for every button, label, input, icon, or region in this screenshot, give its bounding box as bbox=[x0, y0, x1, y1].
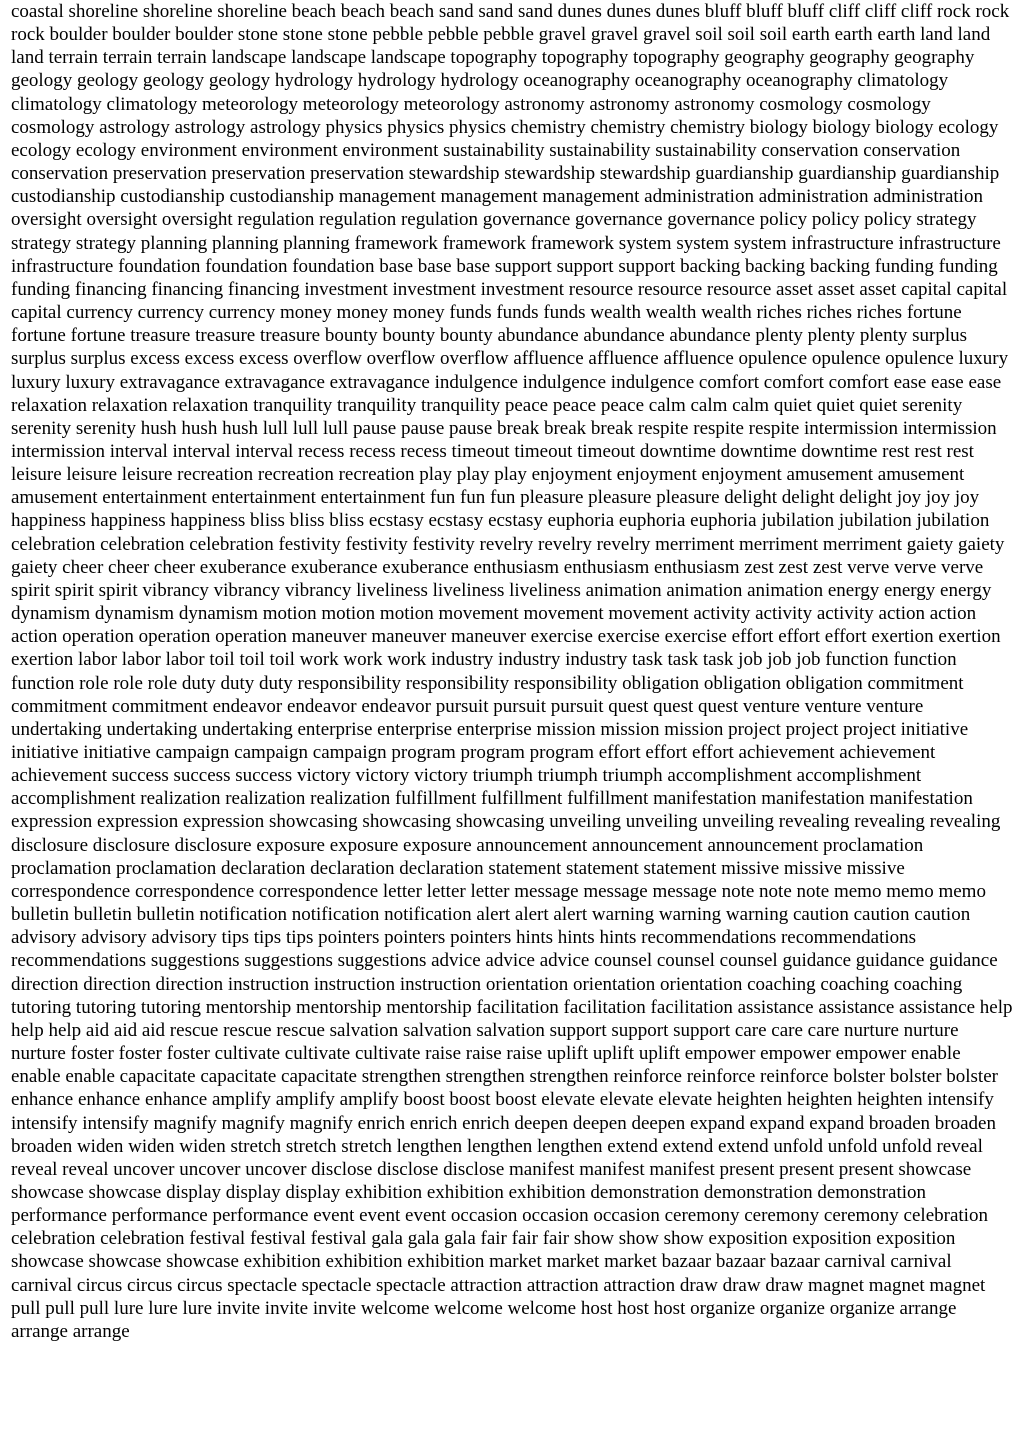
document-body-text: coastal shoreline shoreline shoreline beach beach beach sand sand sand dunes dunes dunes bluff bluff bluff cliff cliff cliff rock rock rock boulder boulder boulder stone stone stone pebble pebble pebble gravel gravel gravel soil soil soil earth earth earth land land land terrain terrain terrain landscape landscape landscape topography topography topography geography geography geography geology geology geology geology hydrology hydrology hydrology oceanography oceanography oceanography climatology climatology climatology meteorology meteorology meteorology astronomy astronomy astronomy cosmology cosmology cosmology astrology astrology astrology physics physics physics chemistry chemistry chemistry biology biology biology ecology ecology ecology environment environment environment sustainability sustainability sustainability conservation conservation conservation preservation preservation preservation stewardship stewardship stewardship guardianship guardianship guardianship custodianship custodianship custodianship management management management administration administration administration oversight oversight oversight regulation regulation regulation governance governance governance policy policy policy strategy strategy strategy planning planning planning framework framework framework system system system infrastructure infrastructure infrastructure foundation foundation foundation base base base support support support backing backing backing funding funding funding financing financing financing investment investment investment resource resource resource asset asset asset capital capital capital currency currency currency money money money funds funds funds wealth wealth wealth riches riches riches fortune fortune fortune treasure treasure treasure bounty bounty bounty abundance abundance abundance plenty plenty plenty surplus surplus surplus excess excess excess overflow overflow overflow affluence affluence affluence opulence opulence opulence luxury luxury luxury extravagance extravagance extravagance indulgence indulgence indulgence comfort comfort comfort ease ease ease relaxation relaxation relaxation tranquility tranquility tranquility peace peace peace calm calm calm quiet quiet quiet serenity serenity serenity hush hush hush lull lull lull pause pause pause break break break respite respite respite intermission intermission intermission interval interval interval recess recess recess timeout timeout timeout downtime downtime downtime rest rest rest leisure leisure leisure recreation recreation recreation play play play enjoyment enjoyment enjoyment amusement amusement amusement entertainment entertainment entertainment fun fun fun pleasure pleasure pleasure delight delight delight joy joy joy happiness happiness happiness bliss bliss bliss ecstasy ecstasy ecstasy euphoria euphoria euphoria jubilation jubilation jubilation celebration celebration celebration festivity festivity festivity revelry revelry revelry merriment merriment merriment gaiety gaiety gaiety cheer cheer cheer exuberance exuberance exuberance enthusiasm enthusiasm enthusiasm zest zest zest verve verve verve spirit spirit spirit vibrancy vibrancy vibrancy liveliness liveliness liveliness animation animation animation energy energy energy dynamism dynamism dynamism motion motion motion movement movement movement activity activity activity action action action operation operation operation maneuver maneuver maneuver exercise exercise exercise effort effort effort exertion exertion exertion labor labor labor toil toil toil work work work industry industry industry task task task job job job function function function role role role duty duty duty responsibility responsibility responsibility obligation obligation obligation commitment commitment commitment endeavor endeavor endeavor pursuit pursuit pursuit quest quest quest venture venture venture undertaking undertaking undertaking enterprise enterprise enterprise mission mission mission project project project initiative initiative initiative campaign campaign campaign program program program effort effort effort achievement achievement achievement success success success victory victory victory triumph triumph triumph accomplishment accomplishment accomplishment realization realization realization fulfillment fulfillment fulfillment manifestation manifestation manifestation expression expression expression showcasing showcasing showcasing unveiling unveiling unveiling revealing revealing revealing disclosure disclosure disclosure exposure exposure exposure announcement announcement announcement proclamation proclamation proclamation declaration declaration declaration statement statement statement missive missive missive correspondence correspondence correspondence letter letter letter message message message note note note memo memo memo bulletin bulletin bulletin notification notification notification alert alert alert warning warning warning caution caution caution advisory advisory advisory tips tips tips pointers pointers pointers hints hints hints recommendations recommendations recommendations suggestions suggestions suggestions advice advice advice counsel counsel counsel guidance guidance guidance direction direction direction instruction instruction instruction orientation orientation orientation coaching coaching coaching tutoring tutoring tutoring mentorship mentorship mentorship facilitation facilitation facilitation assistance assistance assistance help help help aid aid aid rescue rescue rescue salvation salvation salvation support support support care care care nurture nurture nurture foster foster foster cultivate cultivate cultivate raise raise raise uplift uplift uplift empower empower empower enable enable enable capacitate capacitate capacitate strengthen strengthen strengthen reinforce reinforce reinforce bolster bolster bolster enhance enhance enhance amplify amplify amplify boost boost boost elevate elevate elevate heighten heighten heighten intensify intensify intensify magnify magnify magnify enrich enrich enrich deepen deepen deepen expand expand expand broaden broaden broaden widen widen widen stretch stretch stretch lengthen lengthen lengthen extend extend extend unfold unfold unfold reveal reveal reveal uncover uncover uncover disclose disclose disclose manifest manifest manifest present present present showcase showcase showcase display display display exhibition exhibition exhibition demonstration demonstration demonstration performance performance performance event event event occasion occasion occasion ceremony ceremony ceremony celebration celebration celebration festival festival festival gala gala gala fair fair fair show show show exposition exposition exposition showcase showcase showcase exhibition exhibition exhibition market market market bazaar bazaar bazaar carnival carnival carnival circus circus circus spectacle spectacle spectacle attraction attraction attraction draw draw draw magnet magnet magnet pull pull pull lure lure lure invite invite invite welcome welcome welcome host host host organize organize organize arrange arrange arrange bbox=[11, 1, 1013, 1342]
